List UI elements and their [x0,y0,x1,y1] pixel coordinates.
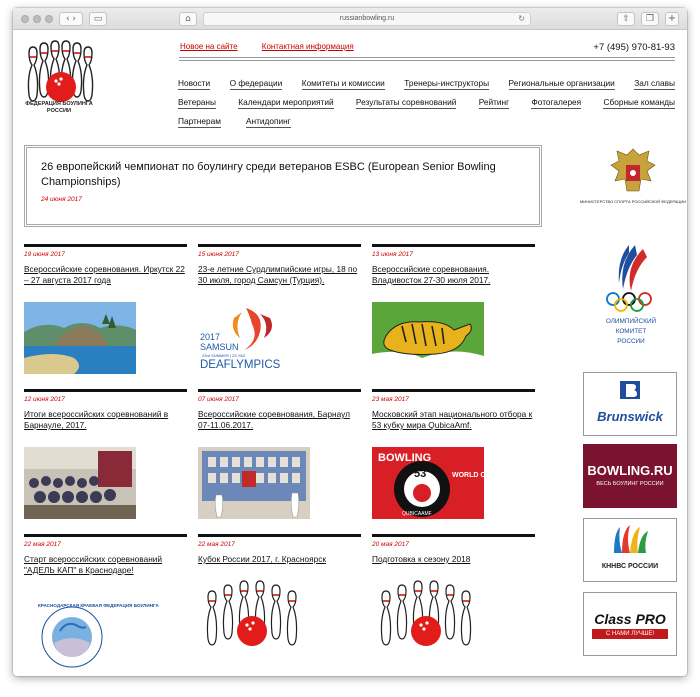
browser-toolbar [13,8,687,30]
deaflympics-name: DEAFLYMPICS [200,359,281,371]
worldcup-side-text: WORLD CUP [452,472,496,479]
deaflympics-city: SAMSUN [200,342,239,352]
featured-title[interactable]: 26 европейский чемпионат по боулингу среди ветеранов ESBC (European Senior Bowling Championships) [41,161,496,188]
news-title[interactable]: Кубок России 2017, г. Красноярск [198,554,327,564]
world-cup-logo[interactable] [372,447,496,519]
card-divider [372,389,535,392]
nav-regions[interactable]: Региональные организации [508,78,615,88]
nav-veterans[interactable]: Ветераны [178,97,216,107]
share-icon[interactable]: ⇧ [617,12,635,26]
card-divider [372,244,535,247]
featured-news[interactable] [24,145,542,227]
address-bar[interactable] [203,12,531,26]
minsport-caption: МИНИСТЕРСТВО СПОРТА РОССИЙСКОЙ ФЕДЕРАЦИИ [579,199,687,204]
phone-number: +7 (495) 970-81-93 [593,42,675,53]
worldcup-sponsor: QUBICAAMF [402,511,432,517]
nav-calendars[interactable]: Календари мероприятий [238,97,334,107]
news-date: 22 мая 2017 [198,541,235,548]
news-title[interactable]: Всероссийские соревнования. Владивосток 27-30 июля 2017. [372,264,491,285]
top-links [180,42,376,51]
link-whats-new[interactable]: Новое на сайте [180,42,238,51]
news-card[interactable] [24,534,187,608]
minsport-emblem[interactable] [579,145,687,217]
close-window-button[interactable] [21,15,29,23]
baikal-photo[interactable] [24,302,136,374]
featured-date: 24 июня 2017 [41,196,82,203]
bowling-pins-image[interactable] [372,574,484,652]
main-nav-row-1 [178,78,675,90]
new-tab-button[interactable]: + [665,12,679,26]
classpro-text: Class PRO [594,611,666,627]
tabs-icon[interactable]: ❐ [641,12,659,26]
olympic-caption-line-3: РОССИИ [617,338,645,345]
news-date: 07 июня 2017 [198,396,239,403]
nav-partners[interactable]: Партнерам [178,116,221,126]
classpro-subtitle: С НАМИ ЛУЧШЕ! [592,629,668,639]
barnaul-results-photo[interactable] [24,447,136,519]
krasnodar-federation-logo[interactable] [24,594,159,672]
card-divider [24,389,187,392]
main-nav-row-2 [178,97,675,109]
knvs-logo-icon [608,523,654,557]
knvs-text: КННВС РОССИИ [601,563,659,570]
news-date: 13 июня 2017 [372,251,413,258]
news-card[interactable] [198,534,361,565]
card-divider [198,244,361,247]
news-title[interactable]: Всероссийские соревнования. Иркутск 22 – 27 августа 2017 года [24,264,185,285]
nav-news[interactable]: Новости [178,78,211,88]
news-date: 20 мая 2017 [372,541,409,548]
news-title[interactable]: Старт всероссийских соревнований "АДЕЛЬ КАП" в Краснодаре! [24,554,163,575]
card-divider [24,534,187,537]
nav-national-teams[interactable]: Сборные команды [603,97,675,107]
classpro-banner[interactable] [583,592,677,656]
link-contacts[interactable]: Контактная информация [261,42,354,51]
news-title[interactable]: Московский этап национального отбора к 53 кубку мира QubicaAmf. [372,409,533,430]
news-title[interactable]: 23-е летние Сурдлимпийские игры, 18 по 30 июля, город Самсун (Турция). [198,264,358,285]
deaflympics-subtitle: 23rd SUMMER | 23.YAZ [202,353,246,358]
home-icon[interactable]: ⌂ [179,12,197,26]
news-card[interactable] [198,389,361,431]
reload-icon[interactable]: ↻ [518,14,525,23]
bowlingru-subtitle: ВЕСЬ БОУЛИНГ РОССИИ [596,481,664,487]
website-page [13,31,687,676]
news-date: 23 мая 2017 [372,396,409,403]
krasnodar-ring-text: КРАСНОДАРСКАЯ КРАЕВАЯ ФЕДЕРАЦИЯ БОУЛИНГА [38,603,159,608]
news-title[interactable]: Всероссийские соревнования, Барнаул 07-11.06.2017. [198,409,350,430]
news-card[interactable] [24,244,187,286]
knvs-banner[interactable] [583,518,677,582]
news-card[interactable] [372,389,535,517]
olympic-caption-line-1: ОЛИМПИЙСКИЙ [605,318,657,325]
main-nav-row-3 [178,116,675,128]
vladivostok-tiger-emblem[interactable] [372,302,484,374]
worldcup-number: 53 [414,468,427,480]
card-divider [372,534,535,537]
brunswick-banner[interactable] [583,372,677,436]
brunswick-logo-icon [618,379,642,401]
bowlingru-banner[interactable] [583,444,677,508]
deaflympics-year: 2017 [200,332,221,342]
back-forward-buttons[interactable]: ‹ › [59,12,83,26]
nav-about[interactable]: О федерации [229,78,283,88]
olympic-caption-line-2: КОМИТЕТ [615,328,647,335]
nav-coaches[interactable]: Тренеры-инструкторы [404,78,490,88]
news-date: 12 июня 2017 [24,396,65,403]
worldcup-top-text: BOWLING [378,452,432,464]
nav-hall-of-fame[interactable]: Зал славы [634,78,675,88]
minimize-window-button[interactable] [33,15,41,23]
bowling-pins-image[interactable] [198,574,310,652]
news-card[interactable] [24,389,187,431]
deaflympics-logo[interactable] [198,302,310,374]
olympic-committee-logo[interactable] [595,241,671,347]
brunswick-text: Brunswick [597,409,663,424]
news-title[interactable]: Подготовка к сезону 2018 [372,554,471,564]
card-divider [198,534,361,537]
nav-rating[interactable]: Рейтинг [478,97,510,107]
nav-gallery[interactable]: Фотогалерея [531,97,582,107]
url-text: russianbowling.ru [339,15,395,22]
news-card[interactable] [372,534,535,565]
news-date: 15 июня 2017 [198,251,239,258]
zoom-window-button[interactable] [45,15,53,23]
nav-results[interactable]: Результаты соревнований [355,97,457,107]
news-card[interactable] [198,244,361,371]
browser-window [13,8,687,676]
news-card[interactable] [372,244,535,286]
card-divider [198,389,361,392]
nav-committees[interactable]: Комитеты и комиссии [301,78,385,88]
logo-caption: ФЕДЕРАЦИЯ БОУЛИНГА РОССИИ [25,101,93,114]
barnaul-pennants-photo[interactable] [198,447,310,519]
header-divider [179,57,675,61]
news-date: 19 июня 2017 [24,251,65,258]
news-title[interactable]: Итоги всероссийских соревнований в Барнауле, 2017. [24,409,169,430]
news-date: 22 мая 2017 [24,541,61,548]
bowlingru-text: BOWLING.RU [587,463,673,478]
card-divider [24,244,187,247]
sidebar-toggle-icon[interactable]: ▭ [89,12,107,26]
nav-antidoping[interactable]: Антидопинг [245,116,291,126]
